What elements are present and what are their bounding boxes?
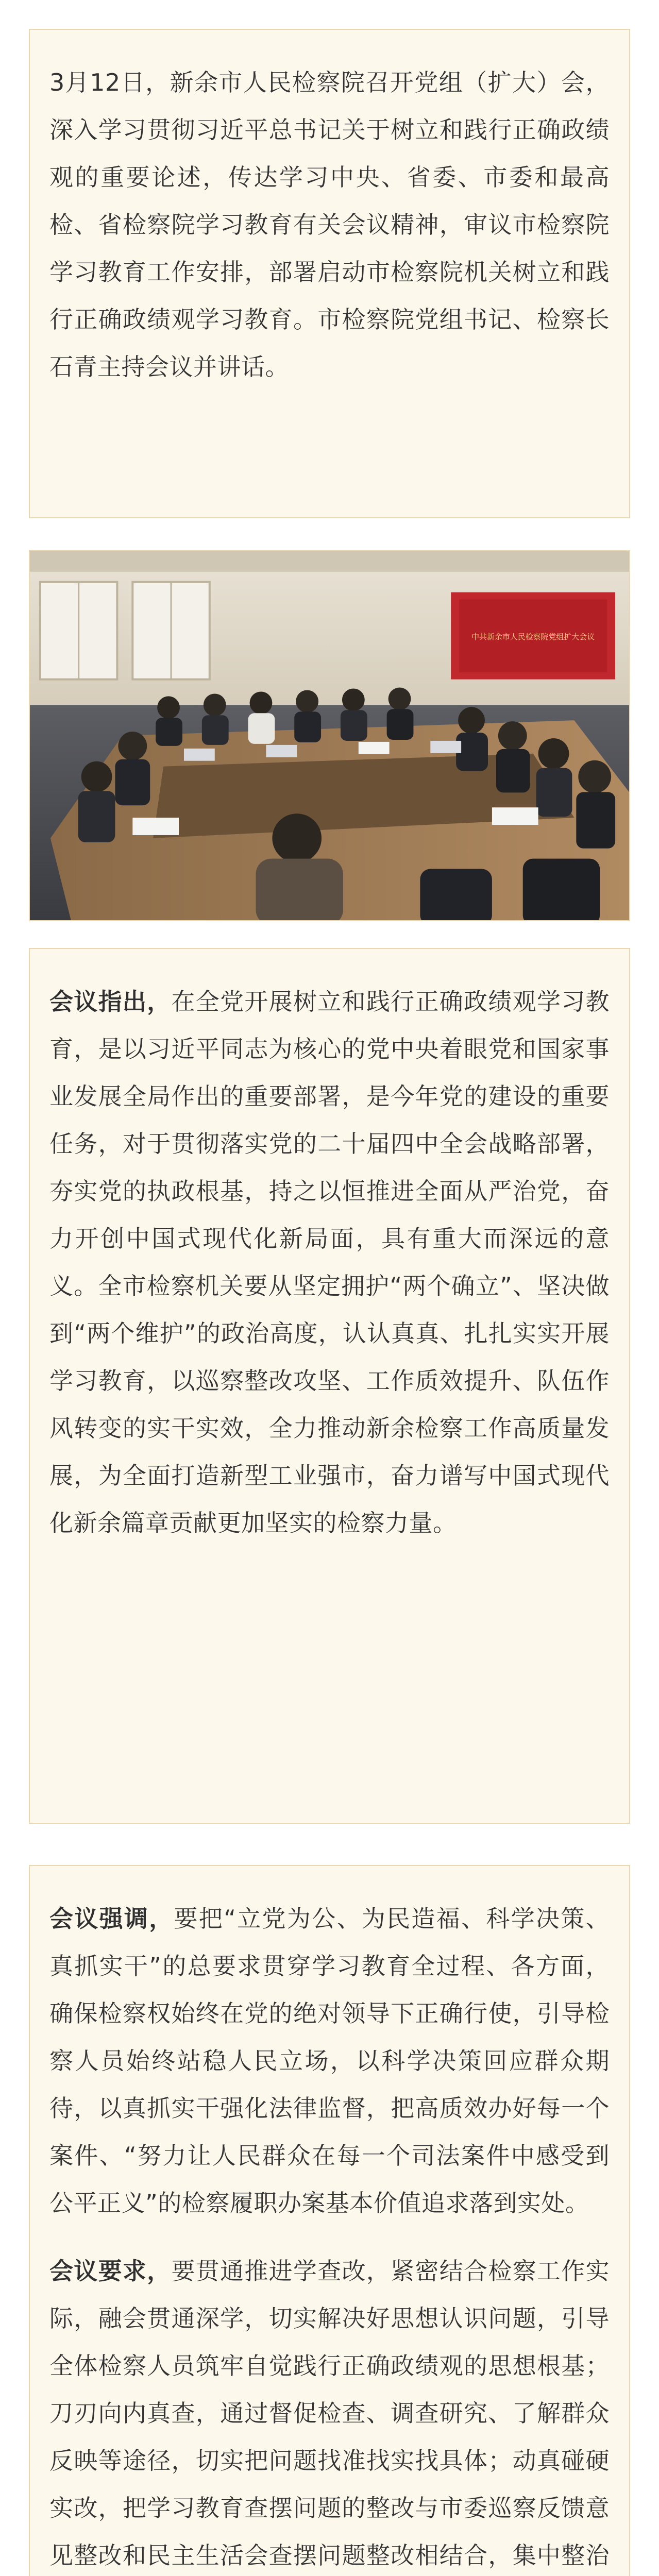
meeting-photo-illustration <box>30 551 629 920</box>
intro-paragraph: 3月12日，新余市人民检察院召开党组（扩大）会，深入学习贯彻习近平总书记关于树立和践行正确政绩观的重要论述，传达学习中央、省委、市委和最高检、省检察院学习教育有关会议精神，审议市检察院学习教育工作安排，部署启动市检察院机关树立和践行正确政绩观学习教育。市检察院党组书记、检察长石青主持会议并讲话。 <box>49 69 610 381</box>
section-panel-2 <box>29 1865 630 2576</box>
paragraph-body: 要把“立党为公、为民造福、科学决策、真抓实干”的总要求贯穿学习教育全过程、各方面，确保检察权始终在党的绝对领导下正确行使，引导检察人员始终站稳人民立场，以科学决策回应群众期待，以真抓实干强化法律监督，把高质效办好每一个案件、“努力让人民群众在每一个司法案件中感受到公平正义”的检察履职办案基本价值追求落到实处。 <box>49 1905 610 2217</box>
paragraph-meeting-pointed-out <box>49 978 610 1547</box>
paragraph-meeting-emphasized <box>49 1895 610 2227</box>
paragraph-body: 在全党开展树立和践行正确政绩观学习教育，是以习近平同志为核心的党中央着眼党和国家事业发展全局作出的重要部署，是今年党的建设的重要任务，对于贯彻落实党的二十届四中全会战略部署，夯实党的执政根基，持之以恒推进全面从严治党，奋力开创中国式现代化新局面，具有重大而深远的意义。全市检察机关要从坚定拥护“两个确立”、坚决做到“两个维护”的政治高度，认认真真、扎扎实实开展学习教育，以巡察整改攻坚、工作质效提升、队伍作风转变的实干实效，全力推动新余检察工作高质量发展，为全面打造新型工业强市，奋力谱写中国式现代化新余篇章贡献更加坚实的检察力量。 <box>49 988 610 1537</box>
paragraph-lead: 会议要求， <box>49 2257 172 2285</box>
meeting-photo <box>29 550 630 921</box>
paragraph-lead: 会议指出， <box>49 988 172 1015</box>
section-panel-1 <box>29 948 630 1824</box>
paragraph-body: 要贯通推进学查改，紧密结合检察工作实际，融会贯通深学，切实解决好思想认识问题，引导全体检察人员筑牢自觉践行正确政绩观的思想根基；刀刃向内真查，通过督促检查、调查研究、了解群众反映等途径，切实把问题找准找实找具体；动真碰硬实改，把学习教育查摆问题的整改与市委巡察反馈意见整改和民主生活会查摆问题整改相结合，集中整治 <box>49 2257 610 2569</box>
paragraph-meeting-required-1 <box>49 2247 610 2576</box>
intro-panel <box>29 29 630 518</box>
screen-banner-text: 中共新余市人民检察院党组扩大会议 <box>471 632 595 642</box>
paragraph-lead: 会议强调， <box>49 1905 174 1933</box>
